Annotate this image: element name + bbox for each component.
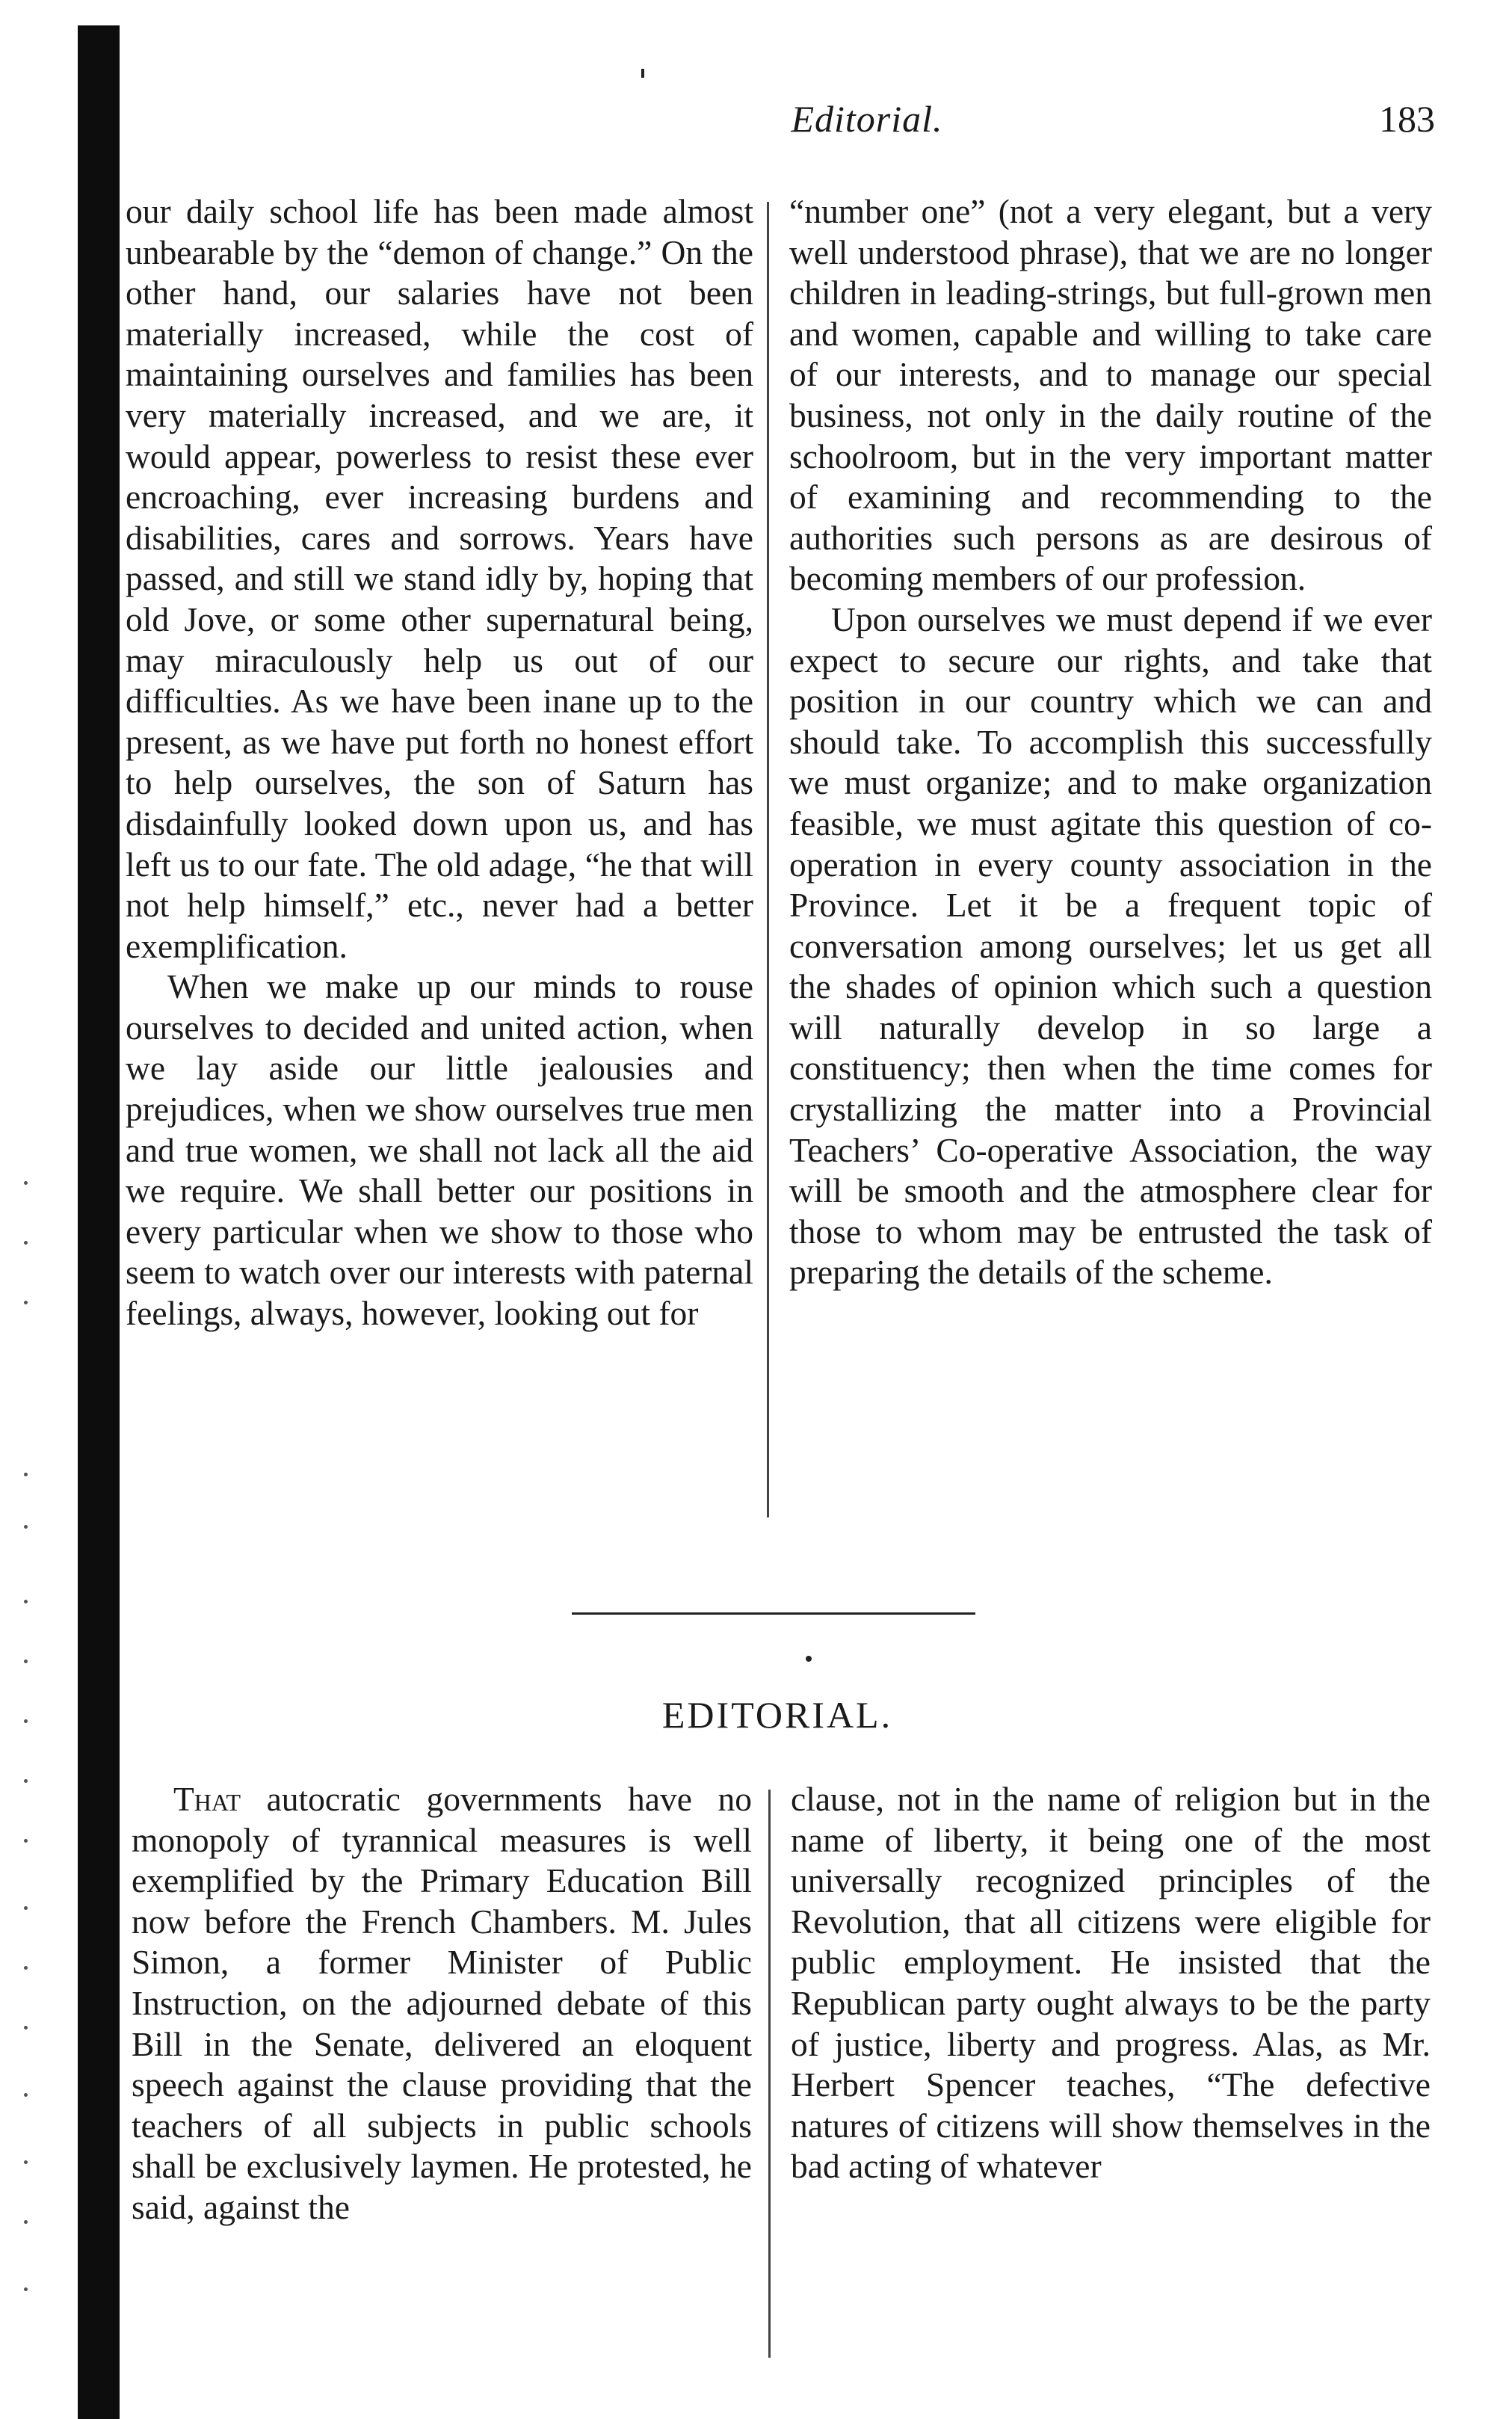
top-left-column [126, 191, 753, 1334]
running-head [120, 97, 1450, 157]
bottom-right-column [791, 1779, 1431, 2187]
ornament-dot [806, 1656, 812, 1662]
page-number: 183 [1379, 98, 1435, 140]
margin-specks [13, 1121, 43, 2392]
paragraph: When we make up our minds to rouse ourselves to decided and united action, when we lay aside our little jealousies and prejudices, when we show ourselves true men and true women, we shall not lack all the aid we require. We shall better our positions in every particular when we show to those who seem to watch over our interests with paternal feelings, always, however, looking out for [126, 967, 753, 1333]
paragraph: clause, not in the name of religion but in the name of liberty, it being one of the most universally recognized principles of the Revolution, that all citizens were eligible for public employment. He insisted that the Republican party ought always to be the party of justice, liberty and progress. Alas, as Mr. Herbert Spencer teaches, “The defective natures of citizens will show themselves in the bad acting of whatever [791, 1780, 1431, 2186]
column-divider [767, 202, 769, 1517]
running-title: Editorial. [791, 98, 943, 140]
top-right-column [789, 191, 1432, 1293]
column-divider [768, 1790, 771, 2358]
binding-shadow [78, 25, 120, 2419]
bottom-left-column [132, 1779, 752, 2228]
paragraph-text: autocratic governments have no monopoly of tyrannical measures is well exemplified by the Primary Education Bill now before the French Chambers. M. Jules Simon, a former Minister of Public Instruction, on the adjourned debate of this Bill in the Senate, delivered an eloquent speech against the clause providing that the teachers of all subjects in public schools shall be exclusively laymen. He protested, he said, against the [132, 1780, 752, 2226]
paragraph: Upon ourselves we must depend if we ever expect to secure our rights, and take that position in our country which we can and should take. To accomplish this successfully we must organize; and to make organization feasible, we must agitate this question of co-operation in every county association in the Province. Let it be a frequent topic of conversation among ourselves; let us get all the shades of opinion which such a question will naturally develop in so large a constituency; then when the time comes for crystallizing the matter into a Provincial Teachers’ Co-operative Association, the way will be smooth and the atmosphere clear for those to whom may be entrusted the task of preparing the details of the scheme. [789, 600, 1432, 1292]
paragraph [132, 1779, 752, 2228]
lead-in-word: That [173, 1780, 241, 1818]
section-divider [572, 1612, 975, 1615]
section-heading: EDITORIAL. [661, 1694, 893, 1736]
paragraph: “number one” (not a very elegant, but a very well understood phrase), that we are no longer children in leading-strings, but full-grown men and women, capable and willing to take care of our interests, and to manage our special business, not only in the daily routine of the schoolroom, but in the very important matter of examining and recommending to the authorities such persons as are desirous of becoming members of our profession. [789, 192, 1432, 598]
printer-mark [641, 69, 644, 78]
paragraph: our daily school life has been made almost unbearable by the “demon of change.” On the other hand, our salaries have not been materially increased, while the cost of maintaining ourselves and families has been very materially increased, and we are, it would appear, powerless to resist these ever encroaching, ever increasing burdens and disabilities, cares and sorrows. Years have passed, and still we stand idly by, hoping that old Jove, or some other supernatural being, may miraculously help us out of our difficulties. As we have been inane up to the present, as we have put forth no honest effort to help ourselves, the son of Saturn has disdainfully looked down upon us, and has left us to our fate. The old adage, “he that will not help himself,” etc., never had a better exemplification. [126, 192, 753, 965]
